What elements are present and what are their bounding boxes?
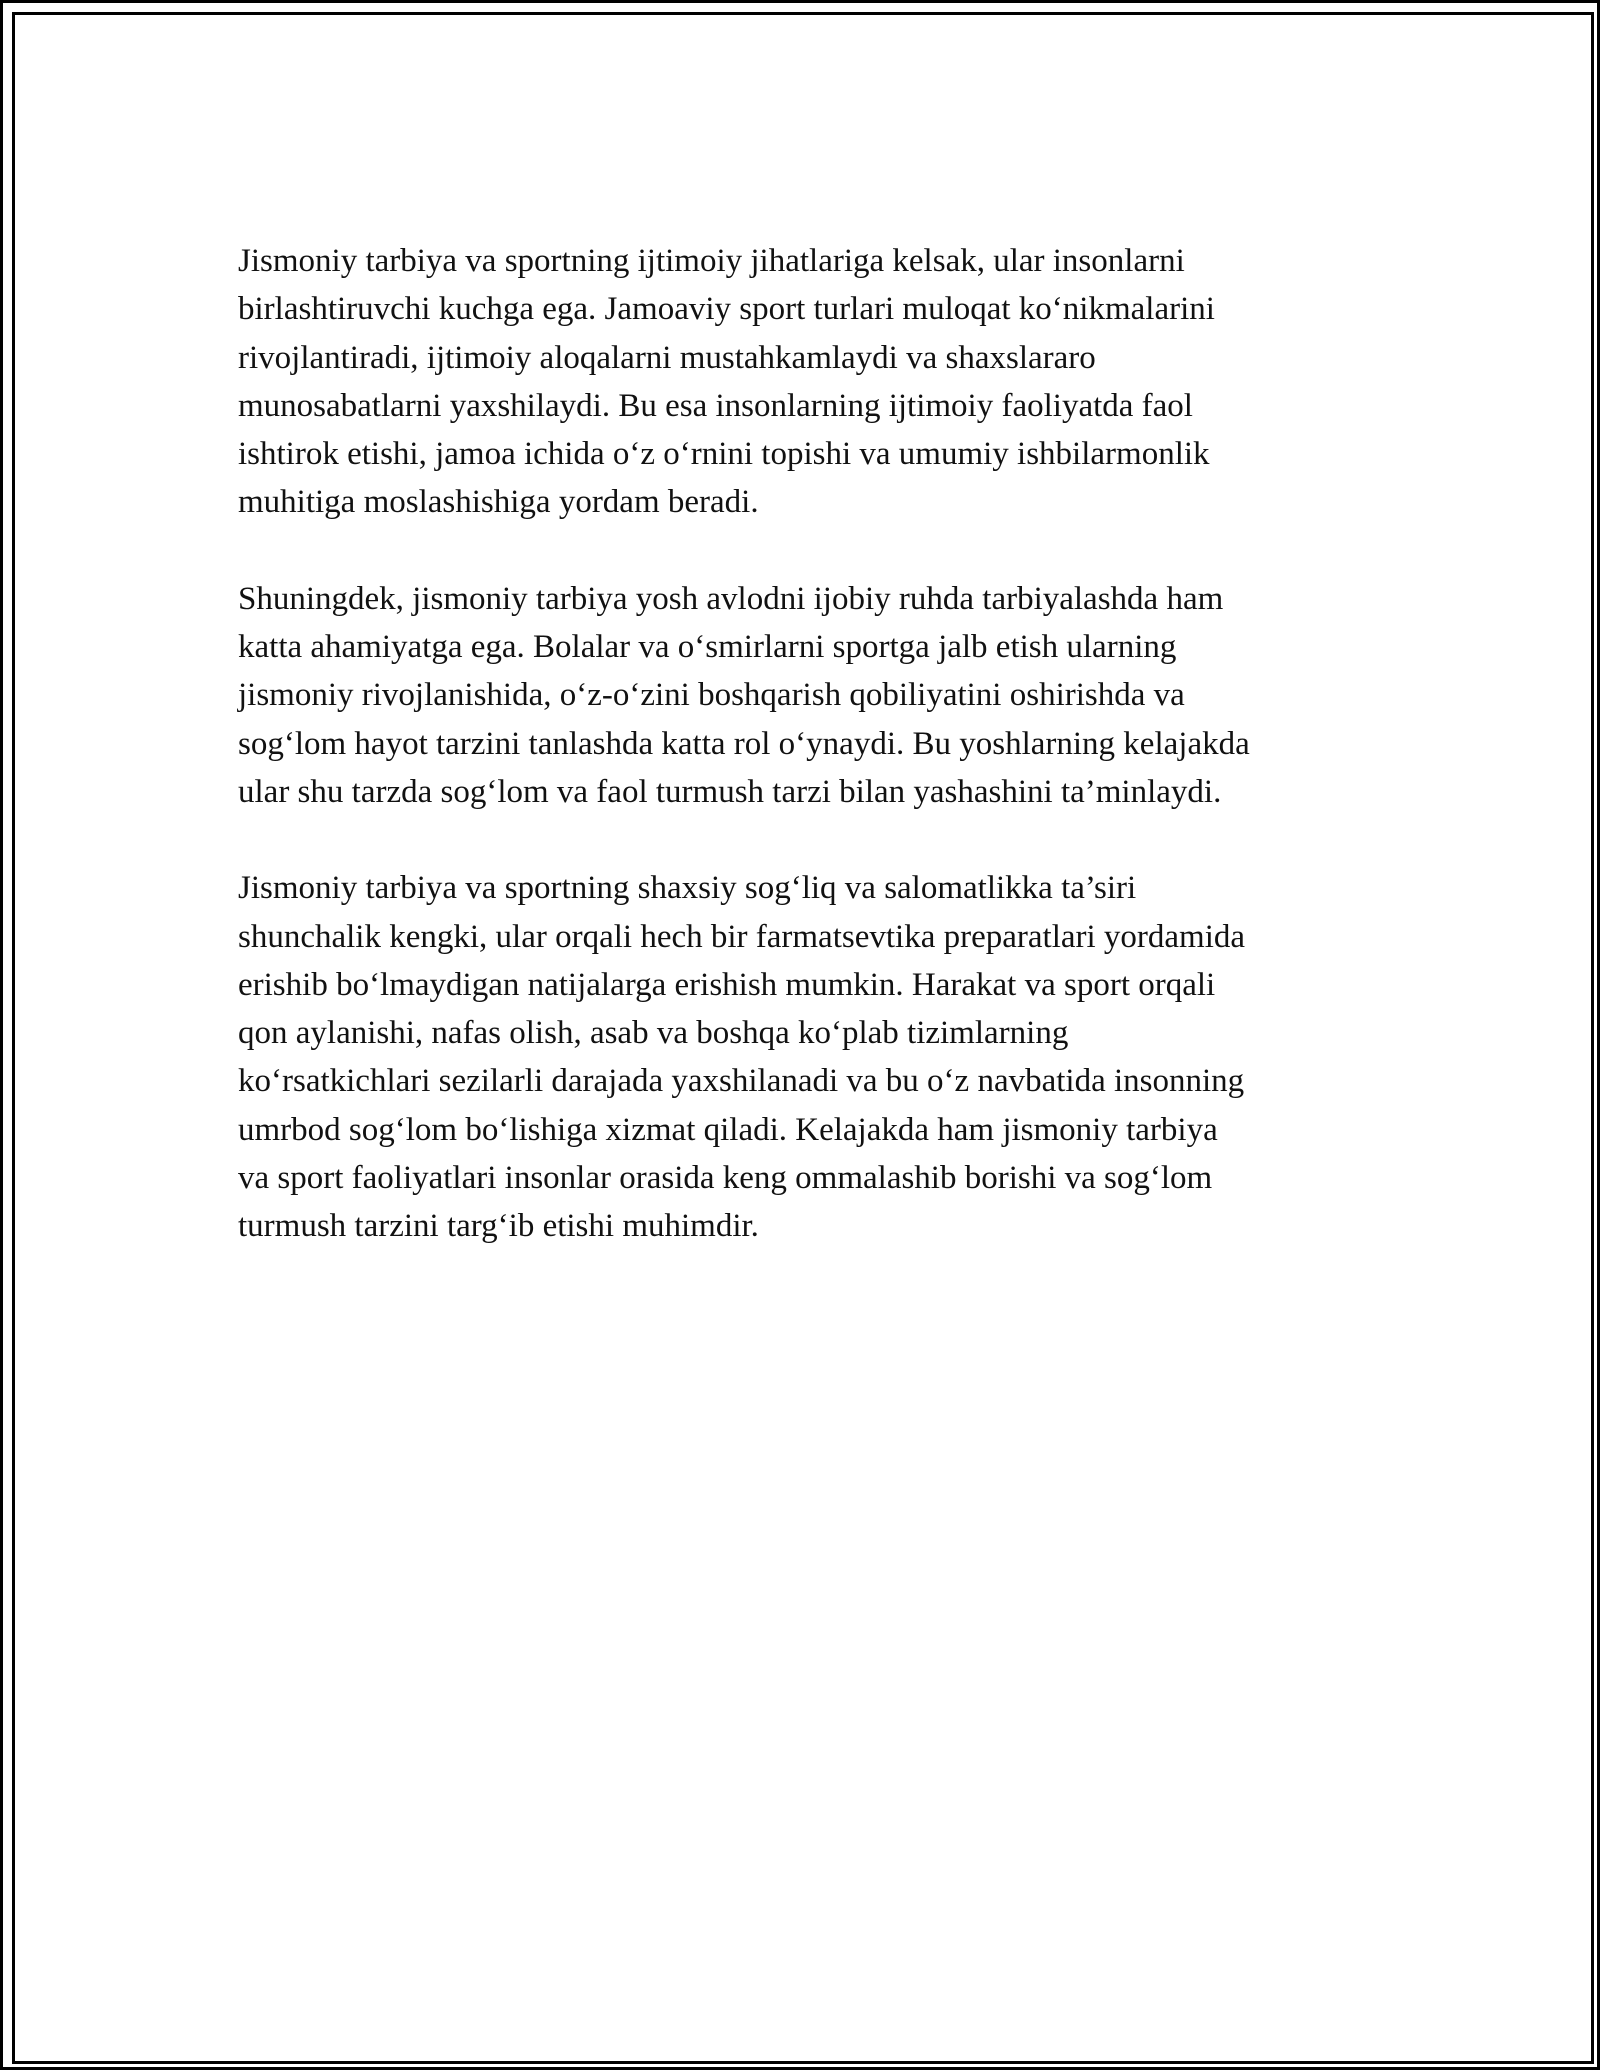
text-line: sog‘lom hayot tarzini tanlashda katta rol o‘ynaydi. Bu yoshlarning kelajakda bbox=[238, 725, 1250, 762]
text-line: qon aylanishi, nafas olish, asab va boshqa ko‘plab tizimlarning bbox=[238, 1015, 1069, 1052]
text-line: erishib bo‘lmaydigan natijalarga erishish mumkin. Harakat va sport orqali bbox=[238, 966, 1216, 1003]
text-line: munosabatlarni yaxshilaydi. Bu esa insonlarning ijtimoiy faoliyatda faol bbox=[238, 387, 1193, 424]
text-line: umrbod sog‘lom bo‘lishiga xizmat qiladi. Kelajakda ham jismoniy tarbiya bbox=[238, 1111, 1218, 1148]
text-line: turmush tarzini targ‘ib etishi muhimdir. bbox=[238, 1208, 759, 1245]
paragraph-1 bbox=[238, 237, 1398, 527]
text-line: ko‘rsatkichlari sezilarli darajada yaxshilanadi va bu o‘z navbatida insonning bbox=[238, 1063, 1245, 1100]
text-line: ishtirok etishi, jamoa ichida o‘z o‘rnini topishi va umumiy ishbilarmonlik bbox=[238, 436, 1210, 473]
text-line: Jismoniy tarbiya va sportning shaxsiy sog‘liq va salomatlikka ta’siri bbox=[238, 870, 1137, 907]
text-line: ular shu tarzda sog‘lom va faol turmush tarzi bilan yashashini ta’minlaydi. bbox=[238, 773, 1222, 810]
text-line: birlashtiruvchi kuchga ega. Jamoaviy sport turlari muloqat ko‘nikmalarini bbox=[238, 291, 1215, 328]
text-line: katta ahamiyatga ega. Bolalar va o‘smirlarni sportga jalb etish ularning bbox=[238, 629, 1177, 666]
text-line: rivojlantiradi, ijtimoiy aloqalarni mustahkamlaydi va shaxslararo bbox=[238, 339, 1096, 376]
text-line: muhitiga moslashishiga yordam beradi. bbox=[238, 484, 759, 521]
text-line: Jismoniy tarbiya va sportning ijtimoiy jihatlariga kelsak, ular insonlarni bbox=[238, 243, 1185, 279]
text-line: va sport faoliyatlari insonlar orasida keng ommalashib borishi va sog‘lom bbox=[238, 1160, 1213, 1197]
paragraph-3 bbox=[238, 864, 1398, 1250]
paragraph-2 bbox=[238, 575, 1398, 816]
text-line: jismoniy rivojlanishida, o‘z-o‘zini boshqarish qobiliyatini oshirishda va bbox=[238, 677, 1185, 714]
text-line: shunchalik kengki, ular orqali hech bir farmatsevtika preparatlari yordamida bbox=[238, 918, 1246, 955]
text-line: Shuningdek, jismoniy tarbiya yosh avlodni ijobiy ruhda tarbiyalashda ham bbox=[238, 580, 1224, 617]
document-body bbox=[238, 237, 1398, 1299]
